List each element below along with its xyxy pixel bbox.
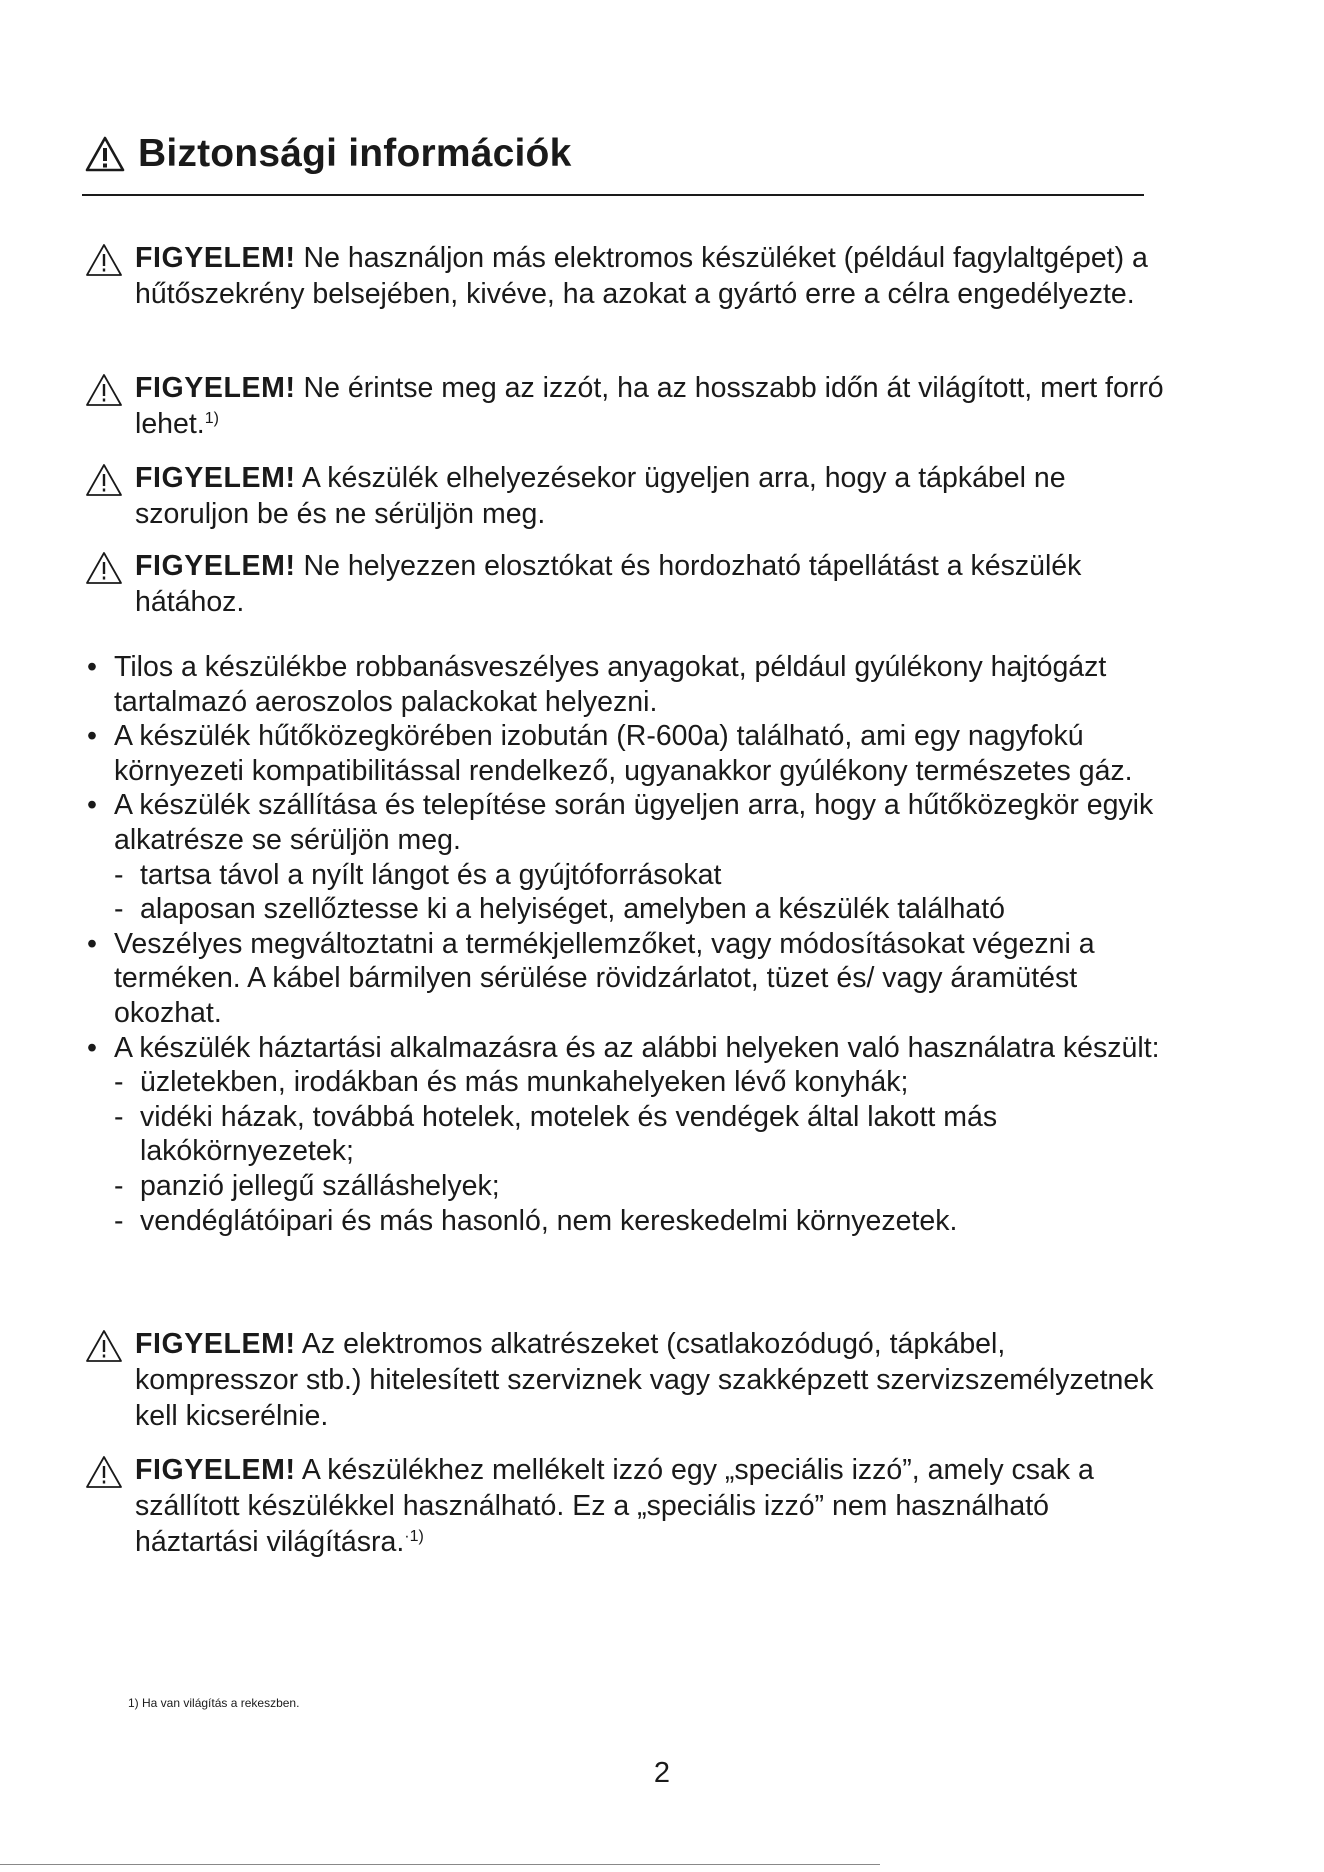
list-item-text: A készülék háztartási alkalmazásra és az alábbi helyeken való használatra készült: — [114, 1031, 1160, 1064]
warning-triangle-icon — [84, 550, 124, 586]
list-item-text: Tilos a készülékbe robbanásveszélyes anyagokat, például gyúlékony hajtógázt tartalmazó aeroszolos palackokat helyezni. — [114, 651, 1107, 718]
page-heading — [84, 134, 571, 173]
warning-body: Ne helyezzen elosztókat és hordozható tápellátást a készülék hátához. — [135, 550, 1082, 618]
warning-label: FIGYELEM! — [135, 372, 296, 404]
list-item-text: A készülék szállítása és telepítése során ügyeljen arra, hogy a hűtőközegkör egyik alkatrésze se sérüljön meg. — [114, 789, 1154, 856]
list-item-text: Veszélyes megváltoztatni a termékjellemzőket, vagy módosításokat végezni a terméken. A kábel bármilyen sérülése rövidzárlatot, tüzet és/ vagy áramütést okozhat. — [114, 927, 1095, 1029]
warning-text — [135, 460, 1164, 532]
sub-list-item — [84, 892, 1164, 927]
warning-body: A készülékhez mellékelt izzó egy „speciális izzó”, amely csak a szállított készülékkel használható. Ez a „speciális izzó” nem használható háztartási világításra. — [135, 1454, 1094, 1558]
list-item — [84, 719, 1164, 788]
warning-triangle-icon — [84, 1454, 124, 1490]
warning-body: Ne érintse meg az izzót, ha az hosszabb időn át világított, mert forró lehet. — [135, 372, 1164, 440]
list-item — [84, 1031, 1164, 1066]
bullet-dash: - — [114, 858, 124, 891]
sub-list-item — [84, 858, 1164, 893]
warning-label: FIGYELEM! — [135, 550, 296, 582]
warning-item — [84, 548, 1164, 620]
footnote-ref: 1) — [204, 410, 219, 427]
warning-triangle-icon — [84, 242, 124, 278]
warning-text — [135, 1452, 1164, 1560]
page-edge-line — [0, 1864, 880, 1865]
warning-text — [135, 548, 1164, 620]
bullet-dash: - — [114, 1169, 124, 1202]
list-item — [84, 650, 1164, 719]
sub-list-item — [84, 1169, 1164, 1204]
warning-triangle-icon — [84, 372, 124, 408]
bullet-dash: - — [114, 1100, 124, 1133]
sub-list-item-text: vendéglátóipari és más hasonló, nem kereskedelmi környezetek. — [140, 1204, 958, 1237]
bullet-dot: • — [87, 789, 97, 822]
sub-list-item-text: panzió jellegű szálláshelyek; — [140, 1169, 500, 1202]
warning-label: FIGYELEM! — [135, 242, 296, 274]
list-item — [84, 788, 1164, 857]
sub-list-item — [84, 1204, 1164, 1239]
sub-list-item — [84, 1100, 1164, 1169]
warning-text — [135, 1326, 1164, 1434]
bullet-dot: • — [87, 927, 97, 960]
warning-item — [84, 1326, 1164, 1434]
warning-item — [84, 240, 1164, 312]
warning-item — [84, 460, 1164, 532]
footnote-ref: ·1) — [404, 1528, 424, 1545]
warning-triangle-icon — [84, 1328, 124, 1364]
bullet-dash: - — [114, 1066, 124, 1099]
list-item — [84, 927, 1164, 1031]
sub-list-item-text: vidéki házak, továbbá hotelek, motelek és vendégek által lakott más lakókörnyezetek; — [140, 1100, 998, 1168]
footnote: 1) Ha van világítás a rekeszben. — [128, 1696, 300, 1710]
warning-triangle-icon — [84, 135, 126, 173]
page-number: 2 — [653, 1757, 671, 1789]
warning-item — [84, 370, 1164, 442]
warning-text — [135, 370, 1164, 442]
bullet-dot: • — [87, 720, 97, 753]
list-item-text: A készülék hűtőközegkörében izobután (R-600a) található, ami egy nagyfokú környezeti kompatibilitással rendelkező, ugyanakkor gyúlékony természetes gáz. — [114, 720, 1133, 787]
warning-body: Az elektromos alkatrészeket (csatlakozódugó, tápkábel, kompresszor stb.) hitelesített szerviznek vagy szakképzett szervizszemélyzetnek kell kicserélnie. — [135, 1328, 1154, 1432]
warning-label: FIGYELEM! — [135, 1328, 296, 1360]
title-divider — [82, 194, 1144, 196]
bullet-dash: - — [114, 1204, 124, 1237]
warning-triangle-icon — [84, 462, 124, 498]
sub-list-item — [84, 1065, 1164, 1100]
bullet-dot: • — [87, 651, 97, 683]
warning-label: FIGYELEM! — [135, 1454, 296, 1486]
safety-bullet-list — [84, 650, 1164, 1238]
sub-list-item-text: alaposan szellőztesse ki a helyiséget, amelyben a készülék található — [140, 893, 1006, 926]
sub-list-item-text: tartsa távol a nyílt lángot és a gyújtóforrásokat — [140, 858, 722, 891]
warning-body: A készülék elhelyezésekor ügyeljen arra, hogy a tápkábel ne szoruljon be és ne sérüljön meg. — [135, 462, 1066, 530]
sub-list-item-text: üzletekben, irodákban és más munkahelyeken lévő konyhák; — [140, 1066, 909, 1099]
warning-body: Ne használjon más elektromos készüléket (például fagylaltgépet) a hűtőszekrény belsejében, kivéve, ha azokat a gyártó erre a célra engedélyezte. — [135, 242, 1148, 310]
page-title: Biztonsági információk — [138, 132, 572, 175]
bullet-dot: • — [87, 1031, 97, 1064]
warning-text — [135, 240, 1164, 312]
bullet-dash: - — [114, 893, 124, 926]
warning-label: FIGYELEM! — [135, 462, 296, 494]
warning-item — [84, 1452, 1164, 1560]
